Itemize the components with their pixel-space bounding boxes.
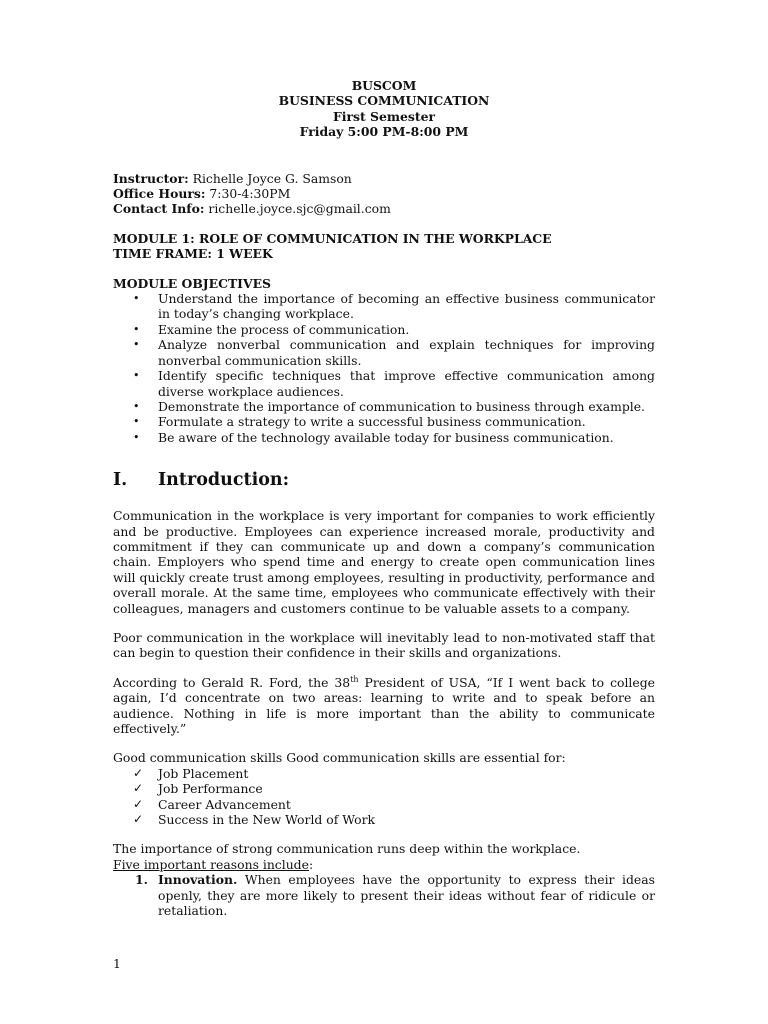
- objective-item: • Be aware of the technology available today for business communication.: [158, 430, 655, 445]
- objective-item: • Analyze nonverbal communication and explain techniques for improving nonverbal communication skills.: [158, 337, 655, 368]
- ford-quote-paragraph: [113, 675, 655, 737]
- objective-item: • Understand the importance of becoming an effective business communicator in today’s changing workplace.: [158, 291, 655, 322]
- objectives-list: [113, 291, 655, 445]
- objective-item: • Examine the process of communication.: [158, 322, 655, 337]
- instructor-info: [113, 171, 655, 217]
- semester: First Semester: [333, 108, 435, 124]
- reason-text: When employees have the opportunity to express their ideas openly, they are more likely to present their ideas without fear of ridicule or retaliation.: [158, 872, 655, 919]
- document-content: [113, 78, 655, 918]
- checklist-item: ✓ Success in the New World of Work: [158, 812, 655, 827]
- section-number: I.: [113, 470, 128, 491]
- course-title: BUSINESS COMMUNICATION: [278, 93, 490, 109]
- ford-quote-start: According to Gerald R. Ford, the 38: [113, 674, 351, 690]
- office-hours-label: Office Hours:: [113, 186, 206, 202]
- skills-intro: Good communication skills Good communication skills are essential for:: [113, 750, 566, 766]
- poor-communication-paragraph: Poor communication in the workplace will inevitably lead to non-motivated staff that can begin to question their confidence in their skills and organizations.: [113, 629, 655, 661]
- course-code: BUSCOM: [351, 78, 417, 93]
- office-hours-row: [113, 186, 655, 201]
- intro-paragraph: Communication in the workplace is very important for companies to work efficiently and be productive. Employees can experience increased morale, productivity and commitment if they can communicate up and down a company’s communication chain. Employers who spend time and energy to create open communication lines will quickly create trust among employees, resulting in productivity, performance and overall morale. At the same time, employees who communicate effectively with their colleagues, managers and customers continue to be valuable assets to a company.: [113, 508, 655, 616]
- importance-sentence: The importance of strong communication runs deep within the workplace.: [113, 841, 581, 857]
- instructor-row: [113, 171, 655, 186]
- section-heading: [113, 469, 655, 491]
- objective-item: • Formulate a strategy to write a successful business communication.: [158, 414, 655, 429]
- instructor-label: Instructor:: [113, 170, 189, 186]
- importance-paragraph: [113, 841, 655, 872]
- reasons-list: [113, 872, 655, 918]
- module-timeframe: TIME FRAME: 1 WEEK: [113, 246, 273, 262]
- checklist-item: ✓ Job Performance: [158, 781, 655, 796]
- schedule: Friday 5:00 PM-8:00 PM: [299, 124, 469, 140]
- objectives-heading: MODULE OBJECTIVES: [113, 275, 271, 291]
- module-header: [113, 231, 655, 262]
- contact-label: Contact Info:: [113, 201, 205, 217]
- ordinal-suffix: th: [350, 674, 359, 684]
- contact-row: [113, 201, 655, 216]
- page-number: 1: [113, 956, 121, 971]
- instructor-value: Richelle Joyce G. Samson: [188, 170, 352, 186]
- skills-checklist: [113, 766, 655, 828]
- course-header: [113, 78, 655, 140]
- reason-item: [135, 872, 655, 919]
- contact-value: richelle.joyce.sjc@gmail.com: [204, 201, 391, 217]
- five-reasons-colon: :: [308, 856, 314, 872]
- five-reasons-underlined: Five important reasons include: [113, 856, 309, 872]
- module-title: MODULE 1: ROLE OF COMMUNICATION IN THE WORKPLACE: [113, 230, 552, 246]
- office-hours-value: 7:30-4:30PM: [205, 186, 291, 202]
- checklist-item: ✓ Career Advancement: [158, 797, 655, 812]
- ford-quote-rest: President of USA, “If I went back to college again, I’d concentrate on two areas: learning to write and to speak before an audience. Nothing in life is more important than the ability to communicate effectively.”: [113, 674, 655, 736]
- reason-title: Innovation.: [158, 872, 238, 888]
- section-title: Introduction:: [158, 470, 290, 491]
- checklist-item: ✓ Job Placement: [158, 766, 655, 781]
- objective-item: • Demonstrate the importance of communication to business through example.: [158, 399, 655, 414]
- objective-item: • Identify specific techniques that improve effective communication among diverse workplace audiences.: [158, 368, 655, 399]
- reason-number: 1.: [135, 872, 148, 888]
